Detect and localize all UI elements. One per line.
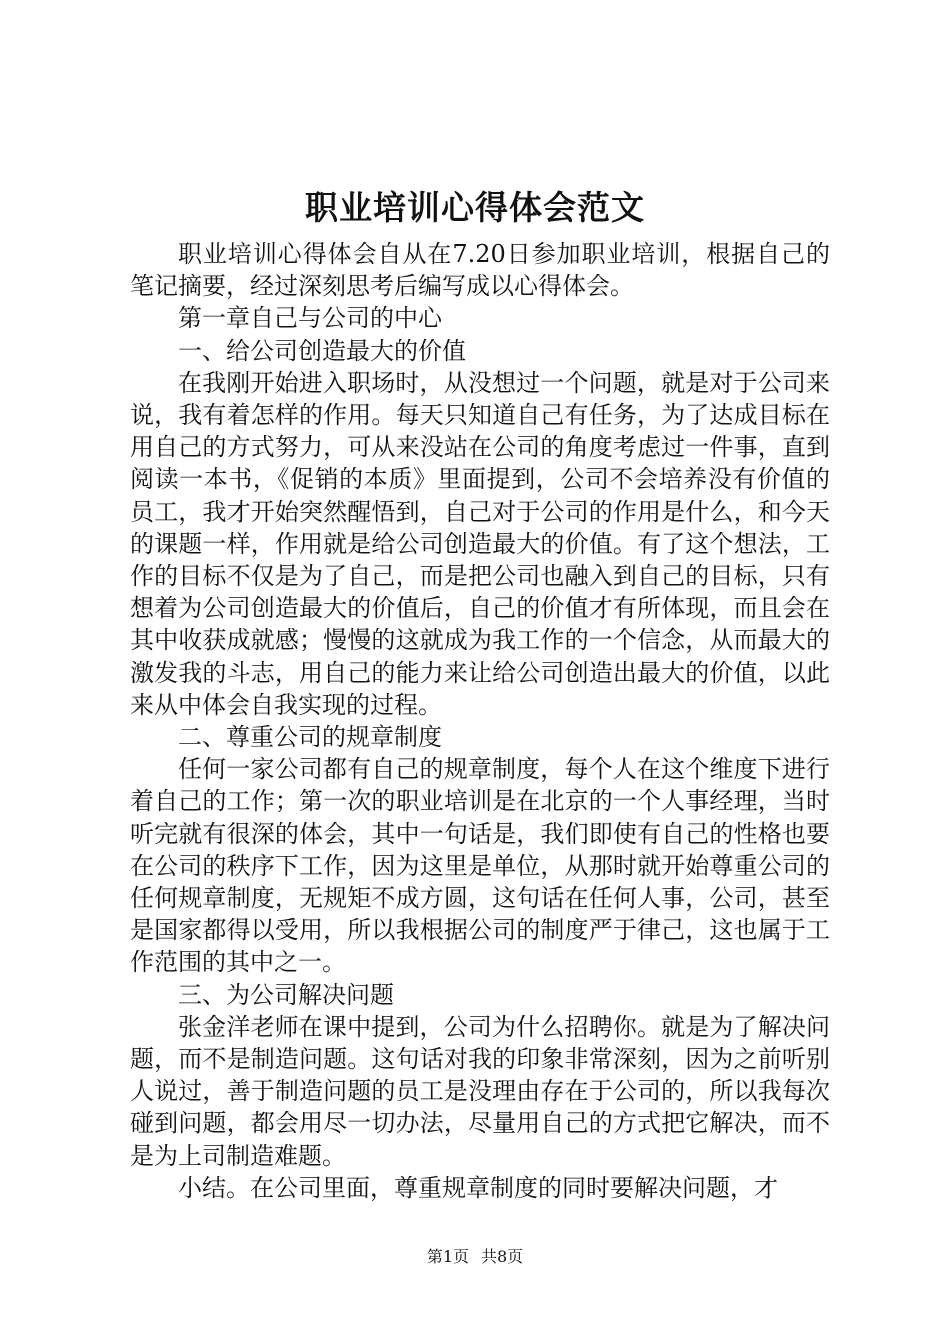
page-total: 共8页 <box>481 1247 524 1266</box>
page-number: 第1页 <box>426 1247 469 1266</box>
section-heading-2: 二、尊重公司的规章制度 <box>178 723 442 752</box>
paragraph-section-2: 任何一家公司都有自己的规章制度，每个人在这个维度下进行着自己的工作；第一次的职业培训是在北京的一个人事经理，当时听完就有很深的体会，其中一句话是，我们即使有自己的性格也要在公司的秩序下工作，因为这里是单位，从那时就开始尊重公司的任何规章制度，无规矩不成方圆，这句话在任何人事，公司，甚至是国家都得以受用，所以我根据公司的制度严于律己，这也属于工作范围的其中之一。 <box>130 755 830 977</box>
page-footer <box>0 1244 950 1267</box>
chapter-heading: 第一章自己与公司的中心 <box>178 304 442 333</box>
section-heading-1: 一、给公司创造最大的价值 <box>178 336 466 365</box>
paragraph-section-1: 在我刚开始进入职场时，从没想过一个问题，就是对于公司来说，我有着怎样的作用。每天只知道自己有任务，为了达成目标在用自己的方式努力，可从来没站在公司的角度考虑过一件事，直到阅读一本书，《促销的本质》里面提到，公司不会培养没有价值的员工，我才开始突然醒悟到，自己对于公司的作用是什么，和今天的课题一样，作用就是给公司创造最大的价值。有了这个想法，工作的目标不仅是为了自己，而是把公司也融入到自己的目标，只有想着为公司创造最大的价值后，自己的价值才有所体现，而且会在其中收获成就感；慢慢的这就成为我工作的一个信念，从而最大的激发我的斗志，用自己的能力来让给公司创造出最大的价值，以此来从中体会自我实现的过程。 <box>130 368 830 719</box>
paragraph-section-3: 张金洋老师在课中提到，公司为什么招聘你。就是为了解决问题，而不是制造问题。这句话对我的印象非常深刻，因为之前听别人说过，善于制造问题的员工是没理由存在于公司的，所以我每次碰到问题，都会用尽一切办法，尽量用自己的方式把它解决，而不是为上司制造难题。 <box>130 1012 830 1170</box>
document-body <box>130 238 830 1204</box>
paragraph-summary: 小结。在公司里面，尊重规章制度的同时要解决问题，才 <box>178 1173 778 1202</box>
paragraph-intro: 职业培训心得体会自从在7.20日参加职业培训，根据自己的笔记摘要，经过深刻思考后编写成以心得体会。 <box>130 240 830 301</box>
document-title: 职业培训心得体会范文 <box>305 188 645 227</box>
section-heading-3: 三、为公司解决问题 <box>178 980 394 1009</box>
